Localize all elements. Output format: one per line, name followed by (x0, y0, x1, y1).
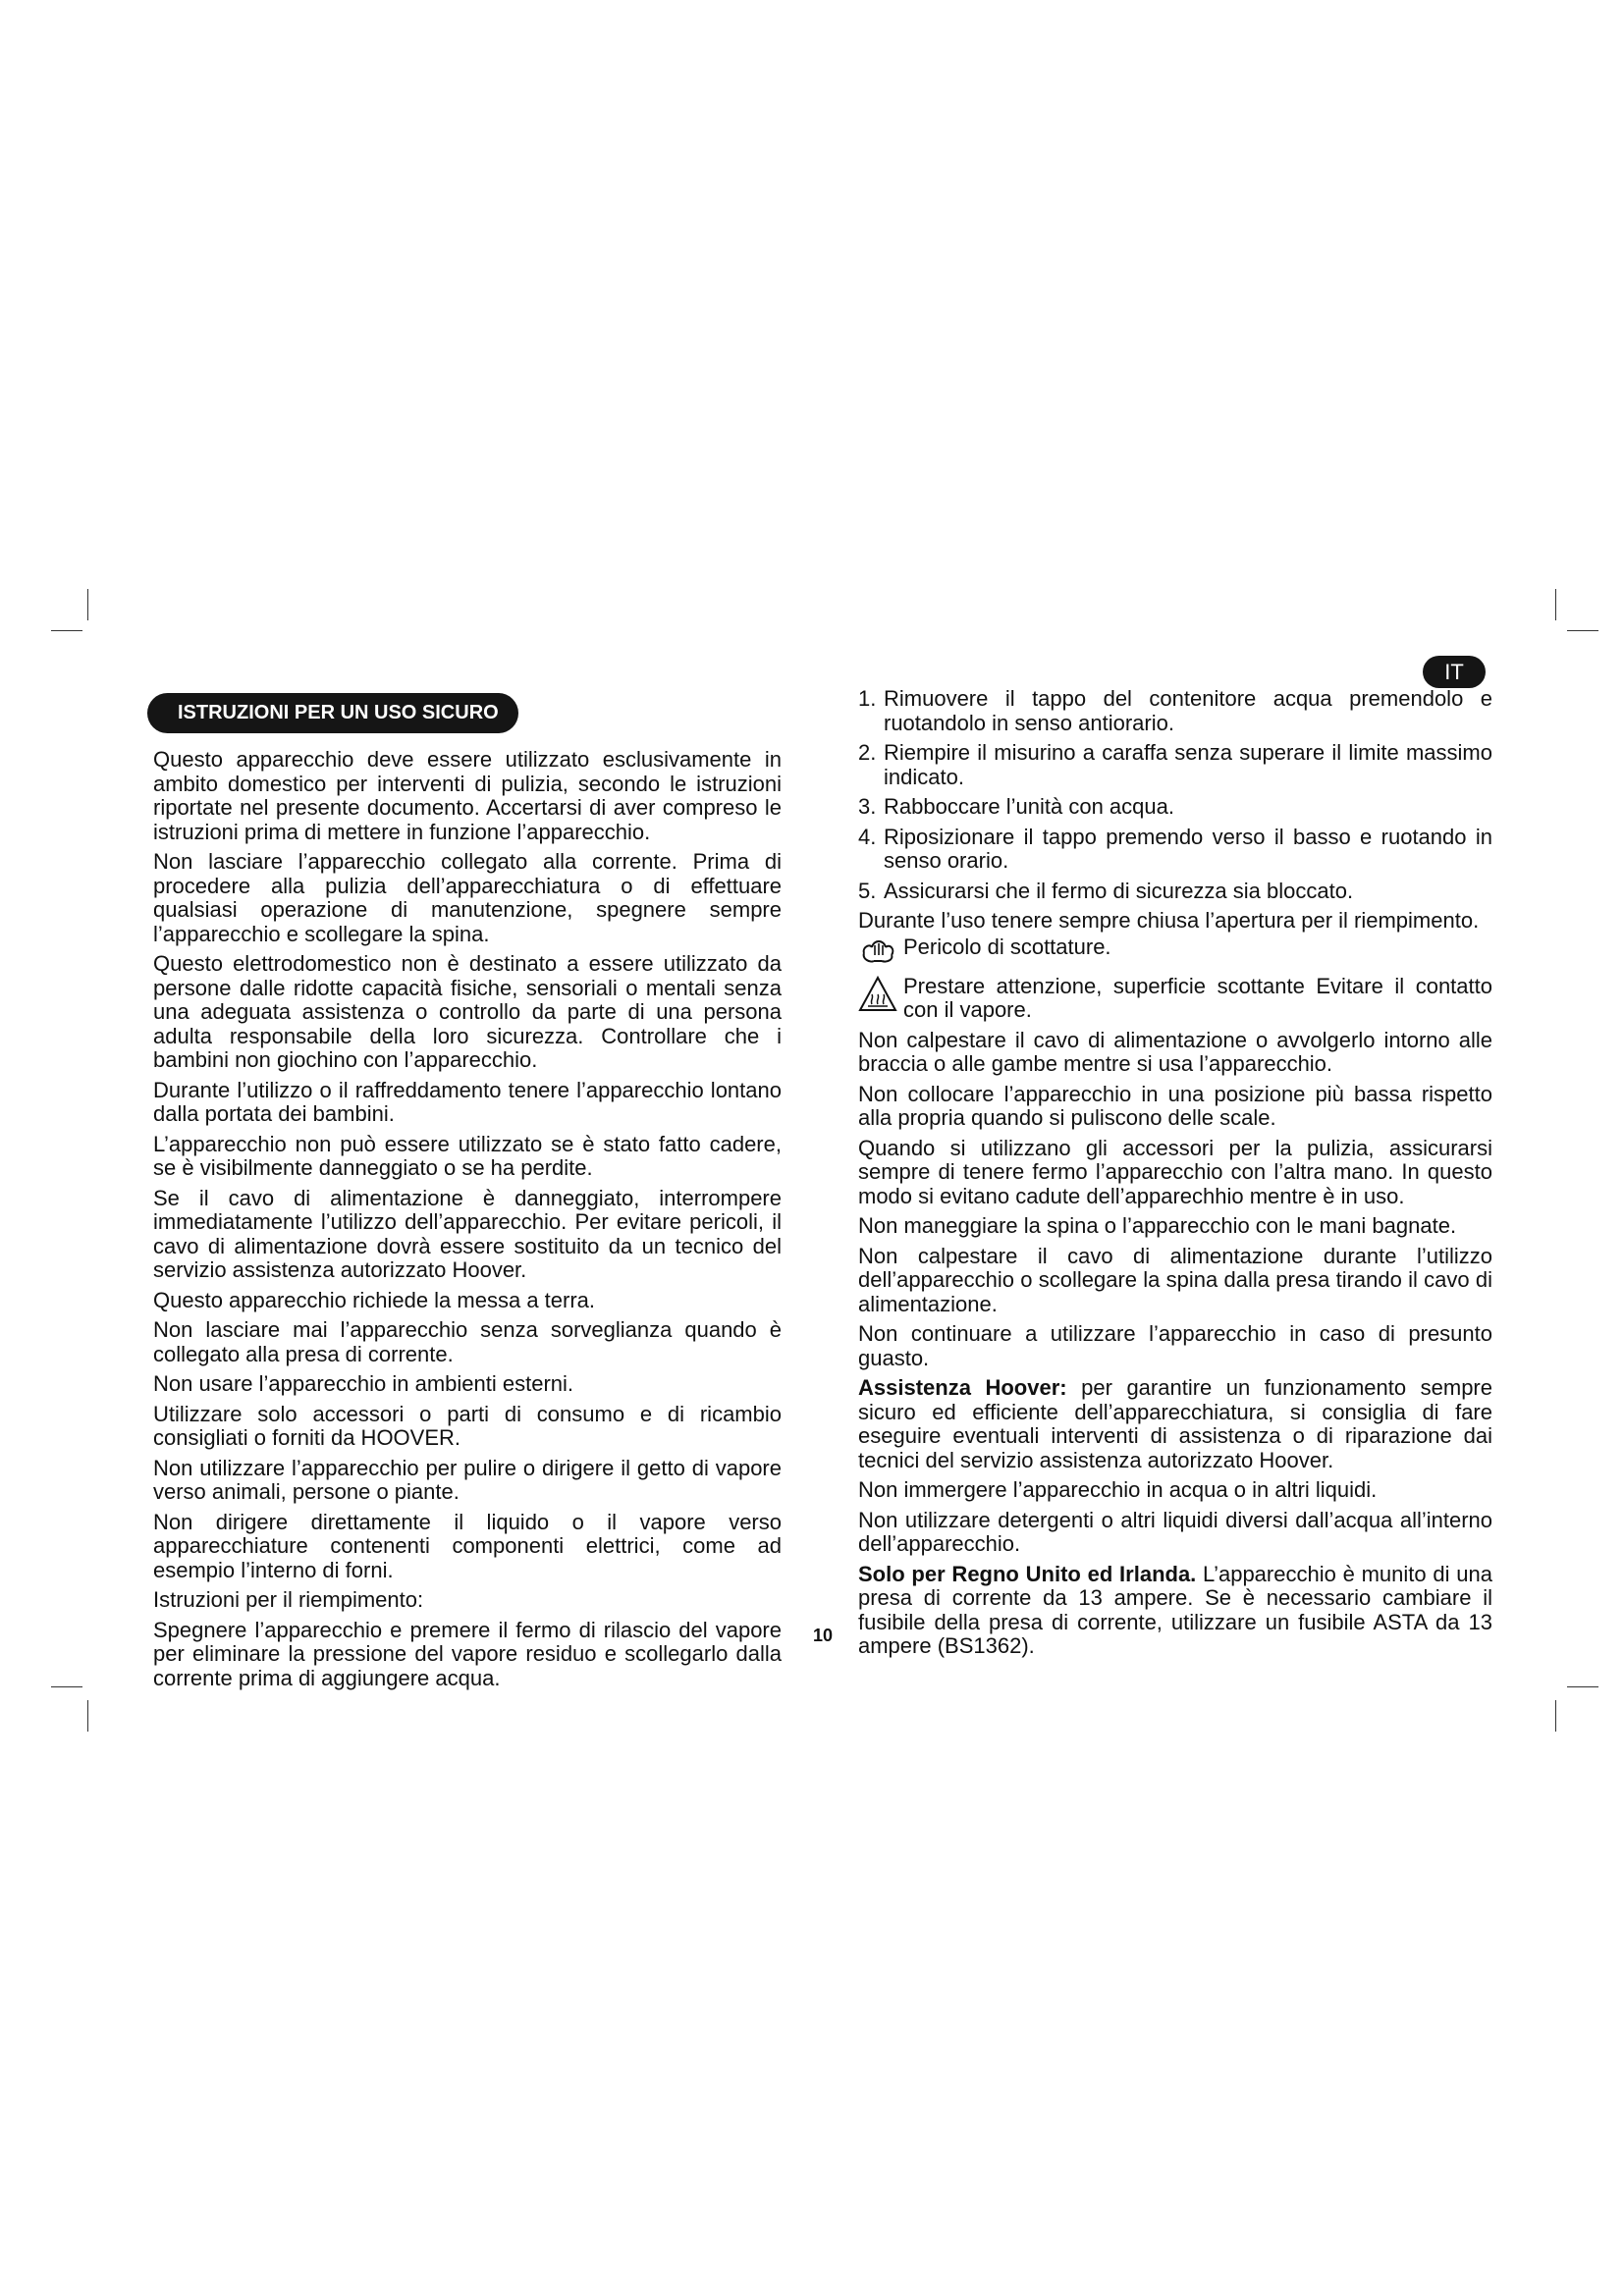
paragraph: Utilizzare solo accessori o parti di consumo e di ricambio consigliati o forniti da HOOVER. (153, 1401, 782, 1450)
paragraph: Non calpestare il cavo di alimentazione durante l’utilizzo dell’apparecchio o scollegare la spina dalla presa tirando il cavo di alimentazione. (858, 1243, 1492, 1316)
paragraph: Questo apparecchio richiede la messa a terra. (153, 1287, 596, 1312)
crop-mark (87, 1700, 88, 1732)
crop-mark (87, 589, 88, 620)
paragraph: Non dirigere direttamente il liquido o il vapore verso apparecchiature contenenti componenti elettrici, come ad esempio l’interno di forni. (153, 1509, 782, 1582)
paragraph: Istruzioni per il riempimento: (153, 1587, 424, 1612)
paragraph: Non utilizzare l’apparecchio per pulire o dirigere il getto di vapore verso animali, persone o piante. (153, 1455, 782, 1504)
burn-warning (858, 935, 1492, 965)
paragraph (858, 1376, 1492, 1472)
paragraph: Non usare l’apparecchio in ambienti esterni. (153, 1371, 574, 1396)
page-number: 10 (812, 1626, 834, 1645)
paragraph: Non collocare l’apparecchio in una posizione più bassa rispetto alla propria quando si puliscono delle scale. (858, 1081, 1492, 1130)
hot-surface-warning (858, 975, 1492, 1023)
paragraph: Spegnere l’apparecchio e premere il fermo di rilascio del vapore per eliminare la pressione del vapore residuo e scollegarlo dalla corrente prima di aggiungere acqua. (153, 1617, 782, 1690)
paragraph: Questo elettrodomestico non è destinato a essere utilizzato da persone dalle ridotte capacità fisiche, sensoriali o mentali senza una adeguata assistenza o controllo da parte di una persona adulta responsabile della loro sicurezza. Controllare che i bambini non giochino con l’apparecchio. (153, 951, 782, 1072)
crop-mark (1555, 1700, 1556, 1732)
paragraph (858, 1563, 1492, 1659)
hot-surface-warning-icon (858, 975, 897, 1014)
crop-mark (1567, 1686, 1598, 1687)
paragraph: Questo apparecchio deve essere utilizzato esclusivamente in ambito domestico per interventi di pulizia, secondo le istruzioni riportate nel presente documento. Accertarsi di aver compreso le istruzioni prima di mettere in funzione l’apparecchio. (153, 747, 782, 844)
paragraph: Non utilizzare detergenti o altri liquidi diversi dall’acqua all’interno dell’apparecchio. (858, 1507, 1492, 1556)
hot-surface-warning-text: Prestare attenzione, superficie scottante Evitare il contatto con il vapore. (903, 973, 1492, 1022)
paragraph: Non maneggiare la spina o l’apparecchio con le mani bagnate. (858, 1213, 1457, 1238)
service-label: Assistenza Hoover: (858, 1375, 1067, 1400)
burn-warning-text: Pericolo di scottature. (903, 934, 1111, 959)
list-item: 1. Rimuovere il tappo del contenitore acqua premendolo e ruotandolo in senso antiorario. (858, 686, 1492, 735)
list-item: 3. Rabboccare l’unità con acqua. (858, 794, 1174, 819)
left-column (153, 748, 782, 1696)
paragraph: Se il cavo di alimentazione è danneggiato, interrompere immediatamente l’utilizzo dell’apparecchio. Per evitare pericoli, il cavo di alimentazione dovrà essere sostituito da un tecnico del servizio assistenza autorizzato Hoover. (153, 1185, 782, 1282)
uk-label: Solo per Regno Unito ed Irlanda. (858, 1561, 1197, 1586)
paragraph: Non continuare a utilizzare l’apparecchio in caso di presunto guasto. (858, 1321, 1492, 1370)
section-title: ISTRUZIONI PER UN USO SICURO (147, 693, 518, 733)
crop-mark (51, 630, 82, 631)
paragraph: Durante l’uso tenere sempre chiusa l’apertura per il riempimento. (858, 908, 1480, 933)
list-item: 4. Riposizionare il tappo premendo verso il basso e ruotando in senso orario. (858, 824, 1492, 873)
crop-mark (1567, 630, 1598, 631)
paragraph: Non lasciare l’apparecchio collegato alla corrente. Prima di procedere alla pulizia dell’apparecchiatura o di effettuare qualsiasi operazione di manutenzione, spegnere sempre l’apparecchio e scollegare la spina. (153, 849, 782, 946)
list-item: 2. Riempire il misurino a caraffa senza superare il limite massimo indicato. (858, 740, 1492, 789)
crop-mark (51, 1686, 82, 1687)
paragraph: Non calpestare il cavo di alimentazione o avvolgerlo intorno alle braccia o alle gambe mentre si usa l’apparecchio. (858, 1027, 1492, 1076)
language-badge: IT (1423, 656, 1486, 688)
paragraph: Non immergere l’apparecchio in acqua o in altri liquidi. (858, 1477, 1378, 1502)
steam-burn-icon (858, 935, 897, 965)
paragraph: Quando si utilizzano gli accessori per la pulizia, assicurarsi sempre di tenere fermo l’apparecchio con l’altra mano. In questo modo si evitano cadute dell’apparechhio mentre è in uso. (858, 1135, 1492, 1208)
right-column (858, 687, 1492, 1665)
paragraph: Durante l’utilizzo o il raffreddamento tenere l’apparecchio lontano dalla portata dei bambini. (153, 1077, 782, 1126)
filling-steps (858, 687, 1492, 903)
crop-mark (1555, 589, 1556, 620)
paragraph: L’apparecchio non può essere utilizzato se è stato fatto cadere, se è visibilmente danneggiato o se ha perdite. (153, 1131, 782, 1180)
service-text: per garantire un funzionamento sempre sicuro ed efficiente dell’apparecchiatura, si consiglia di fare eseguire eventuali interventi di assistenza o di riparazione dai tecnici del servizio assistenza autorizzato Hoover. (858, 1375, 1492, 1472)
uk-text: L’apparecchio è munito di una presa di corrente da 13 ampere. Se è necessario cambiare il fusibile della presa di corrente, utilizzare un fusibile ASTA da 13 ampere (BS1362). (858, 1561, 1492, 1658)
paragraph: Non lasciare mai l’apparecchio senza sorveglianza quando è collegato alla presa di corrente. (153, 1317, 782, 1366)
list-item: 5. Assicurarsi che il fermo di sicurezza sia bloccato. (858, 878, 1354, 903)
